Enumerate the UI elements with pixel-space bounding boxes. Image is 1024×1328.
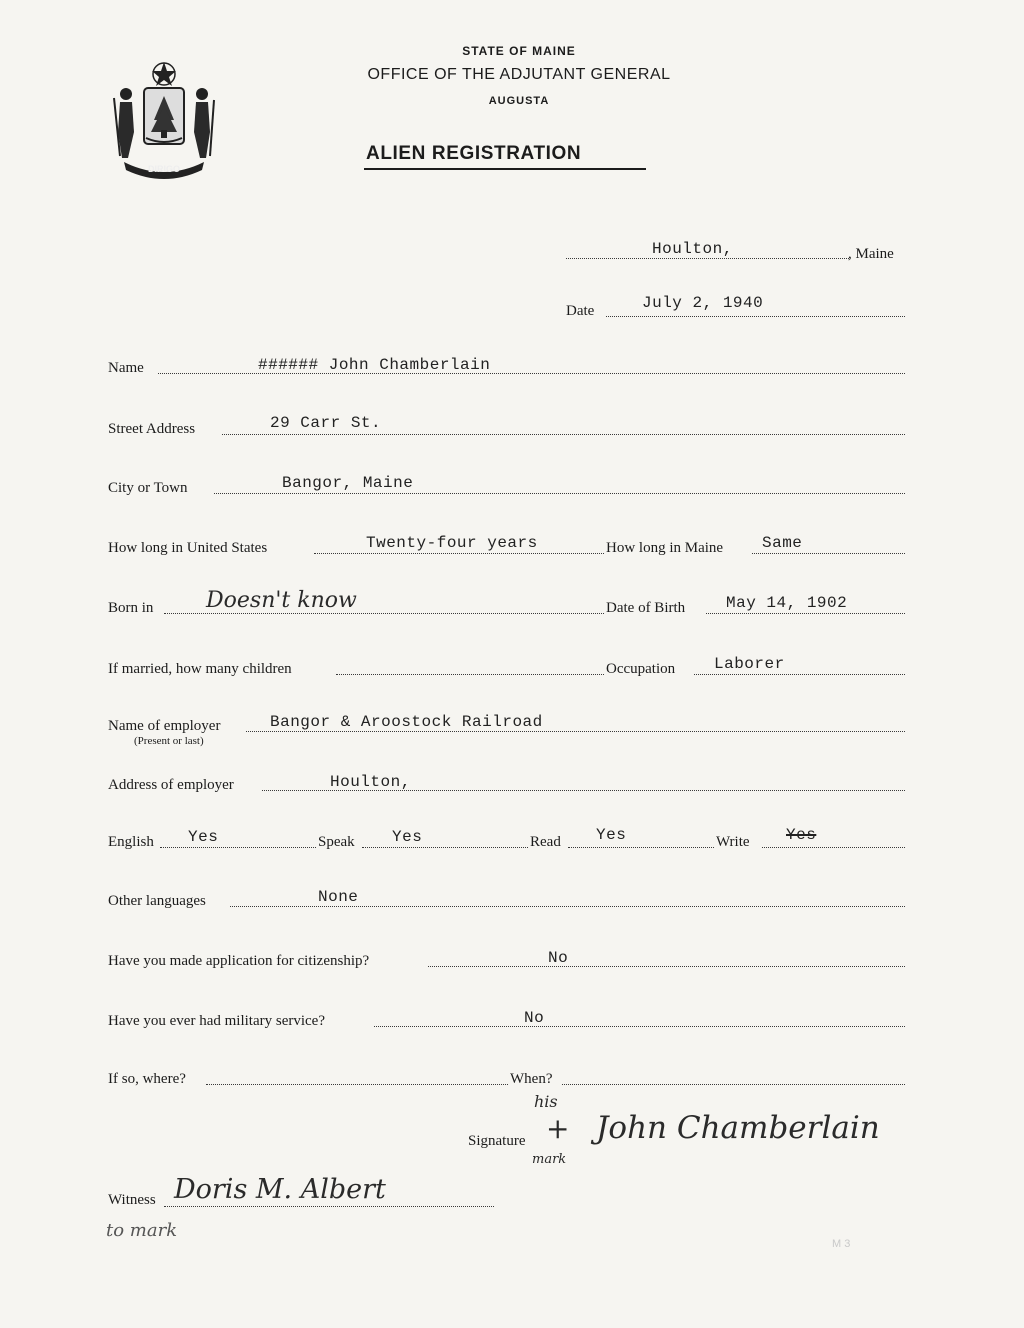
place-line [566, 258, 849, 259]
military-label: Have you ever had military service? [108, 1013, 325, 1029]
city-label: City or Town [108, 480, 188, 496]
children-line [336, 674, 604, 675]
where-line [206, 1084, 508, 1085]
speak-value: Yes [392, 828, 423, 846]
citizenship-label: Have you made application for citizenship? [108, 953, 370, 969]
dob-label: Date of Birth [606, 600, 686, 616]
employer-label: Name of employer [108, 718, 221, 734]
employer-address-value: Houlton, [330, 773, 411, 791]
witness-line [164, 1206, 494, 1207]
military-line [374, 1026, 905, 1027]
when-line [562, 1084, 905, 1085]
where-label: If so, where? [108, 1071, 186, 1087]
street-line [222, 434, 905, 435]
when-label: When? [510, 1071, 553, 1087]
office-heading: OFFICE OF THE ADJUTANT GENERAL [367, 66, 671, 83]
maine-duration-value: Same [762, 534, 803, 552]
place-value: Houlton, [652, 240, 733, 258]
faint-stamp: M 3 [832, 1238, 851, 1250]
employer-address-label: Address of employer [108, 777, 234, 793]
speak-line [362, 847, 528, 848]
city-heading: AUGUSTA [488, 95, 550, 107]
read-line [568, 847, 714, 848]
born-in-label: Born in [108, 600, 154, 616]
signature-label: Signature [468, 1133, 526, 1149]
witness-signature: Doris M. Albert [174, 1174, 386, 1205]
form-title: ALIEN REGISTRATION [366, 143, 582, 164]
other-languages-label: Other languages [108, 893, 206, 909]
dob-line [706, 613, 905, 614]
seal-motto: DIRIGO [147, 164, 181, 174]
employer-value: Bangor & Aroostock Railroad [270, 713, 543, 731]
title-underline [364, 168, 646, 170]
speak-label: Speak [318, 834, 355, 850]
read-value: Yes [596, 826, 627, 844]
street-value: 29 Carr St. [270, 414, 382, 432]
citizenship-line [428, 966, 905, 967]
other-languages-line [230, 906, 905, 907]
citizenship-value: No [548, 949, 569, 967]
us-duration-label: How long in United States [108, 540, 268, 556]
name-value: ###### John Chamberlain [258, 356, 491, 374]
maine-duration-label: How long in Maine [606, 540, 724, 556]
write-line [762, 847, 905, 848]
date-label: Date [566, 303, 595, 319]
occupation-line [694, 674, 905, 675]
military-value: No [524, 1009, 545, 1027]
date-value: July 2, 1940 [642, 294, 764, 312]
employer-line [246, 731, 905, 732]
read-label: Read [530, 834, 561, 850]
children-label: If married, how many children [108, 661, 292, 677]
write-label: Write [716, 834, 750, 850]
english-line [160, 847, 316, 848]
signature-mark-word: mark [532, 1152, 567, 1167]
street-label: Street Address [108, 421, 196, 437]
occupation-label: Occupation [606, 661, 676, 677]
other-languages-value: None [318, 888, 359, 906]
signature-cross-mark: + [546, 1112, 570, 1145]
name-label: Name [108, 360, 144, 376]
signature-his: his [534, 1092, 558, 1111]
signature-name: John Chamberlain [596, 1110, 880, 1146]
state-heading: STATE OF MAINE [462, 44, 576, 58]
employer-sublabel: (Present or last) [134, 735, 204, 747]
place-suffix: , Maine [848, 246, 894, 262]
us-duration-value: Twenty-four years [366, 534, 538, 552]
born-in-line [164, 613, 604, 614]
date-line [606, 316, 905, 317]
write-value-struck: Yes [786, 826, 817, 844]
witness-label: Witness [108, 1192, 156, 1208]
witness-note: to mark [106, 1220, 178, 1241]
born-in-value: Doesn't know [206, 588, 357, 613]
english-label: English [108, 834, 154, 850]
occupation-value: Laborer [714, 655, 785, 673]
dob-value: May 14, 1902 [726, 594, 848, 612]
english-value: Yes [188, 828, 219, 846]
maine-duration-line [752, 553, 905, 554]
us-duration-line [314, 553, 604, 554]
city-value: Bangor, Maine [282, 474, 414, 492]
city-line [214, 493, 905, 494]
